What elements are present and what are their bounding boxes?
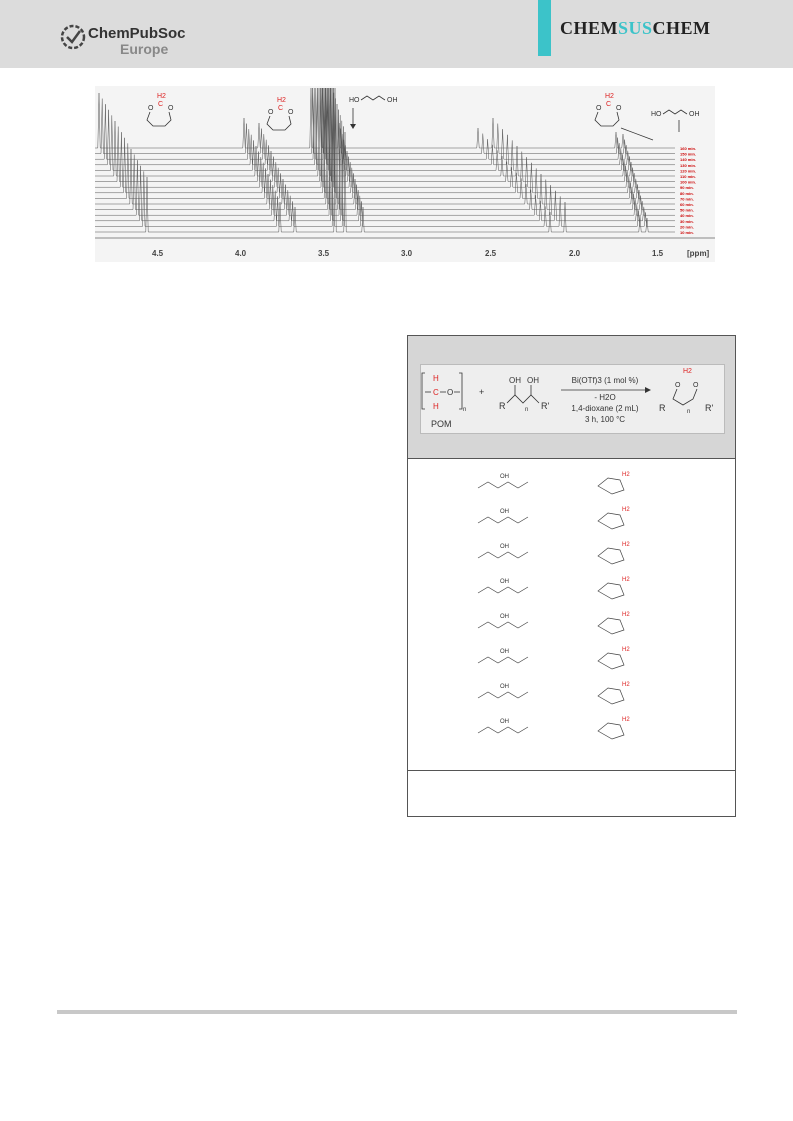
mol-ho-label: HO — [651, 111, 662, 118]
substrate-structure — [478, 657, 528, 663]
diol-r: R — [499, 401, 506, 411]
product-h2-label: H2 — [622, 647, 630, 653]
product-h2-label: H2 — [622, 507, 630, 513]
mol-o-label-2: O — [288, 109, 294, 116]
mol-o-label-2: O — [616, 105, 622, 112]
product-o-1: O — [675, 382, 681, 389]
time-labels — [680, 146, 696, 235]
journal-title — [560, 18, 711, 39]
dioxane-structure-c — [595, 93, 653, 140]
mol-h2-label: H2 — [157, 93, 166, 100]
product-ring-structure — [598, 688, 624, 704]
time-label: 150 min. — [680, 151, 697, 157]
time-label: 20 min. — [680, 224, 694, 230]
substrate-oh-label: OH — [500, 719, 509, 725]
dioxane-structure-b — [267, 97, 294, 130]
substrate-structures — [408, 460, 735, 770]
mol-o-label-2: O — [168, 105, 174, 112]
product-h2-label: H2 — [622, 472, 630, 478]
nmr-spectrum-trace — [95, 88, 675, 232]
product-ring-structure — [598, 583, 624, 599]
nmr-spectrum-trace — [95, 88, 675, 193]
journal-title-right: CHEM — [652, 18, 711, 38]
substrate-oh-label: OH — [500, 509, 509, 515]
substrate-structure — [478, 517, 528, 523]
substrate-oh-label: OH — [500, 614, 509, 620]
mol-oh-label: OH — [387, 97, 398, 104]
diol-oh-2: OH — [527, 376, 539, 385]
scheme-header — [408, 336, 735, 459]
time-label: 90 min. — [680, 185, 694, 191]
mol-oh-label: OH — [689, 111, 700, 118]
reaction-svg — [421, 365, 724, 433]
substrate-table — [408, 460, 735, 771]
product-ring-structure — [598, 653, 624, 669]
ppm-tick-label: 4.5 — [152, 249, 164, 258]
catalyst-label: Bi(OTf)3 (1 mol %) — [571, 376, 639, 385]
product-r2: R' — [705, 403, 714, 413]
ppm-tick-label: 1.5 — [652, 249, 664, 258]
spectra-stack — [95, 88, 675, 232]
ppm-tick-label: 2.0 — [569, 249, 581, 258]
diol-n: n — [525, 407, 529, 413]
product-h2-label: H2 — [622, 717, 630, 723]
time-label: 110 min. — [680, 174, 696, 179]
ppm-tick-label: [ppm] — [687, 249, 710, 258]
nmr-spectrum-trace — [95, 88, 675, 159]
substrate-structure — [478, 587, 528, 593]
nmr-spectrum-trace — [95, 88, 675, 148]
product-o-2: O — [693, 382, 699, 389]
mol-o-label-1: O — [148, 105, 154, 112]
product-ring-structure — [598, 478, 624, 494]
time-label: 30 min. — [680, 218, 694, 224]
nmr-spectrum-trace — [95, 88, 675, 170]
mol-c-label: C — [158, 101, 164, 108]
substrate-oh-label: OH — [500, 579, 509, 585]
nmr-spectrum-trace — [95, 88, 675, 176]
time-label: 160 min. — [680, 146, 697, 151]
time-label: 70 min. — [680, 196, 694, 202]
propanediol-structure-a — [349, 96, 398, 129]
nmr-spectra-plot — [95, 86, 715, 262]
ppm-tick-label: 3.0 — [401, 249, 413, 258]
ppm-tick-label: 2.5 — [485, 249, 497, 258]
diol-r2: R' — [541, 401, 550, 411]
nmr-spectrum-trace — [95, 88, 675, 210]
mol-h2-label: H2 — [605, 93, 614, 100]
ppm-tick-label: 4.0 — [235, 249, 247, 258]
nmr-spectrum-trace — [95, 88, 675, 187]
diol-oh-1: OH — [509, 376, 521, 385]
ppm-tick-label: 3.5 — [318, 249, 330, 258]
substrate-structure — [478, 482, 528, 488]
nmr-spectrum-trace — [95, 88, 675, 204]
pom-n: n — [463, 407, 467, 413]
time-label: 140 min. — [680, 157, 697, 163]
mol-h2-label: H2 — [277, 97, 286, 104]
substrate-oh-label: OH — [500, 684, 509, 690]
plus-sign: + — [479, 387, 485, 397]
pom-c: C — [433, 388, 439, 397]
substrate-oh-label: OH — [500, 474, 509, 480]
nmr-spectrum-trace — [95, 88, 675, 215]
pom-o: O — [447, 388, 454, 397]
product-n: n — [687, 409, 691, 415]
mol-ho-label: HO — [349, 97, 360, 104]
mol-c-label: C — [278, 105, 284, 112]
reaction-equation — [420, 364, 725, 434]
substrate-structure — [478, 727, 528, 733]
propanediol-structure-b — [651, 110, 700, 132]
product-ring-structure — [598, 513, 624, 529]
product-ring-structure — [598, 548, 624, 564]
journal-title-left: CHEM — [560, 18, 618, 38]
nmr-spectrum-trace — [95, 88, 675, 182]
page-header — [0, 0, 793, 68]
product-h2: H2 — [683, 368, 692, 375]
publisher-name: ChemPubSoc — [88, 25, 186, 42]
footer-divider — [57, 1010, 737, 1014]
journal-title-mid: SUS — [618, 18, 653, 38]
product-ring-structure — [598, 723, 624, 739]
mol-o-label-1: O — [268, 109, 274, 116]
pom-h-bottom: H — [433, 402, 439, 411]
product-h2-label: H2 — [622, 542, 630, 548]
mol-c-label: C — [606, 101, 612, 108]
ppm-axis-ticks — [152, 249, 710, 258]
pom-h-top: H — [433, 374, 439, 383]
product-h2-label: H2 — [622, 577, 630, 583]
dioxane-structure-a — [147, 93, 174, 126]
time-label: 10 min. — [680, 230, 694, 235]
publisher-region: Europe — [120, 41, 169, 57]
product-h2-label: H2 — [622, 682, 630, 688]
product-r: R — [659, 403, 666, 413]
logo-emblem-icon — [60, 24, 86, 50]
reaction-scheme — [407, 335, 736, 817]
product-ring-structure — [598, 618, 624, 634]
time-label: 130 min. — [680, 162, 697, 168]
substrate-oh-label: OH — [500, 544, 509, 550]
substrate-structure — [478, 622, 528, 628]
product-h2-label: H2 — [622, 612, 630, 618]
nmr-spectrum-trace — [95, 88, 675, 221]
time-label: 60 min. — [680, 202, 694, 207]
substrate-structure — [478, 692, 528, 698]
time-label: 100 min. — [680, 179, 697, 185]
conditions-label: 3 h, 100 °C — [584, 415, 626, 424]
substrate-structure — [478, 552, 528, 558]
solvent-label: 1,4-dioxane (2 mL) — [571, 404, 639, 413]
pom-label: POM — [431, 419, 452, 429]
water-label: - H2O — [594, 393, 616, 402]
time-label: 40 min. — [680, 213, 694, 219]
journal-accent-bar — [538, 0, 551, 56]
substrate-oh-label: OH — [500, 649, 509, 655]
nmr-spectrum-trace — [95, 88, 675, 154]
mol-o-label-1: O — [596, 105, 602, 112]
nmr-spectrum-trace — [95, 88, 675, 226]
time-label: 50 min. — [680, 207, 694, 213]
nmr-spectra-figure — [95, 86, 715, 262]
time-label: 80 min. — [680, 190, 694, 196]
time-label: 120 min. — [680, 168, 697, 174]
